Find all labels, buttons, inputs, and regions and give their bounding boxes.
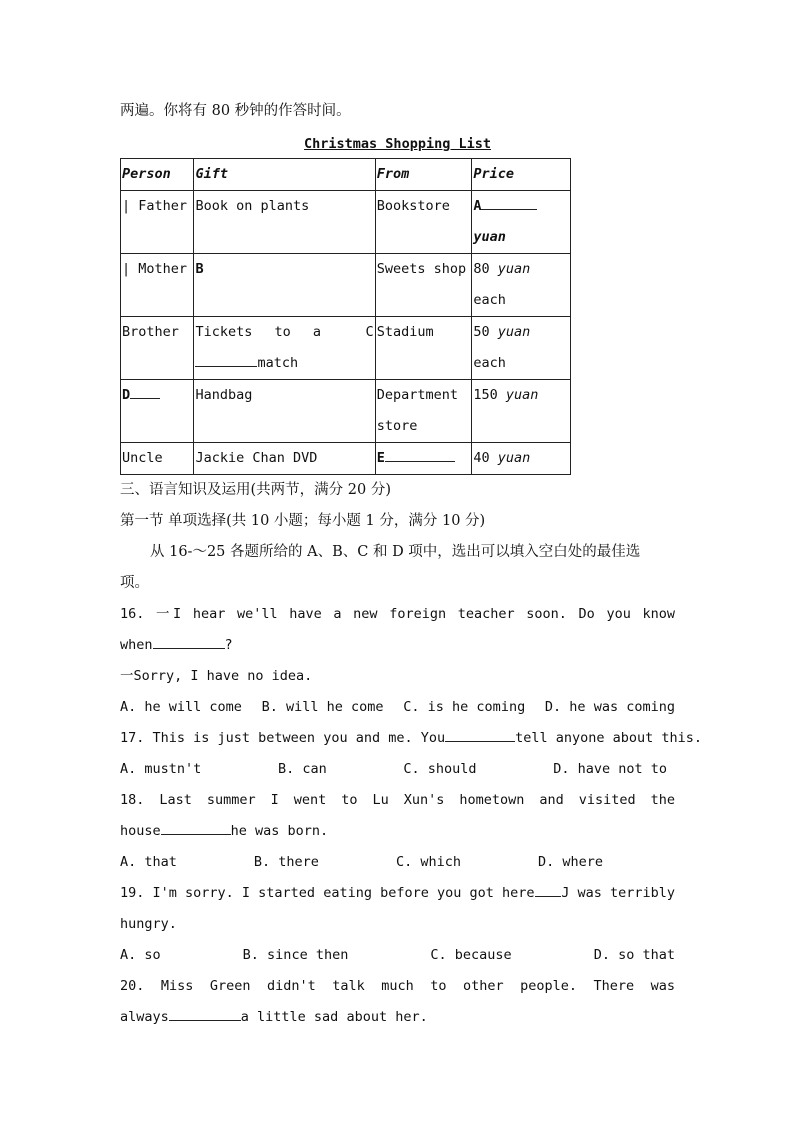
cell-price	[472, 254, 571, 317]
option-c[interactable]: C. because	[430, 947, 512, 963]
question-16-reply: 一Sorry, I have no idea.	[120, 668, 313, 684]
answer-blank-20[interactable]	[169, 1006, 241, 1021]
subsection-heading: 第一节 单项选择(共 10 小题；每小题 1 分，满分 10 分)	[120, 513, 486, 529]
question-16-options	[120, 692, 675, 723]
cell-person: | Mother	[121, 254, 194, 317]
cell-gift: Jackie Chan DVD	[194, 443, 375, 475]
option-b[interactable]: B. there	[253, 854, 319, 870]
instruction-line: 从 16-～25 各题所给的 A、B、C 和 D 项中，选出可以填入空白处的最佳选	[150, 544, 641, 560]
question-20-stem-2	[120, 1002, 675, 1033]
table-row	[121, 191, 571, 254]
header-price: Price	[472, 159, 571, 191]
cell-gift	[194, 254, 375, 317]
option-a[interactable]: A. he will come	[120, 699, 242, 715]
price-number: 80	[473, 261, 490, 277]
price-tail: each	[473, 292, 506, 308]
header-person: Person	[121, 159, 194, 191]
stem-text: 17. This is just between you and me. You	[120, 730, 446, 746]
stem-text: when	[120, 637, 153, 653]
stem-text: J was terribly	[561, 885, 675, 901]
cell-price	[472, 317, 571, 380]
option-c[interactable]: C. should	[403, 761, 477, 777]
cell-person: Uncle	[121, 443, 194, 475]
stem-text: tell anyone about this.	[515, 730, 703, 746]
stem-text: 19. I'm sorry. I started eating before you got here	[120, 885, 535, 901]
gift-text: Tickets to a	[195, 324, 322, 340]
price-tail: each	[473, 355, 506, 371]
question-17-stem	[120, 723, 703, 754]
answer-blank-c[interactable]	[195, 352, 257, 367]
blank-label-b: B	[195, 261, 204, 277]
question-19-stem-2: hungry.	[120, 916, 177, 932]
price-unit: yuan	[497, 261, 531, 277]
price-number: 150	[473, 387, 498, 403]
price-unit: yuan	[505, 387, 539, 403]
answer-blank-19[interactable]	[535, 878, 562, 897]
answer-blank-e[interactable]	[385, 447, 455, 462]
question-18-stem-2	[120, 816, 675, 847]
cell-gift	[194, 317, 375, 380]
option-b[interactable]: B. can	[277, 761, 327, 777]
stem-text: house	[120, 823, 161, 839]
gift-tail: match	[257, 355, 299, 371]
answer-blank-a[interactable]	[481, 195, 537, 210]
answer-blank-18[interactable]	[161, 820, 231, 835]
option-d[interactable]: D. he was coming	[544, 699, 675, 715]
option-b[interactable]: B. will he come	[261, 699, 384, 715]
price-unit: yuan	[497, 450, 531, 466]
option-c[interactable]: C. is he coming	[403, 699, 526, 715]
table-row	[121, 317, 571, 380]
question-17-options	[120, 754, 675, 785]
cell-from: Stadium	[375, 317, 472, 380]
option-c[interactable]: C. which	[395, 854, 461, 870]
cell-person: Brother	[121, 317, 194, 380]
option-d[interactable]: D. have not to	[553, 761, 667, 777]
section-heading: 三、语言知识及运用(共两节，满分 20 分)	[120, 482, 391, 498]
cell-from	[375, 380, 472, 443]
header-from: From	[375, 159, 472, 191]
stem-text: a little sad about her.	[240, 1009, 428, 1025]
question-19-options	[120, 940, 675, 971]
cell-price	[472, 443, 571, 475]
answer-blank-d[interactable]	[130, 384, 160, 399]
cell-price	[472, 191, 571, 254]
table-row	[121, 380, 571, 443]
price-unit: yuan	[473, 229, 506, 245]
option-b[interactable]: B. since then	[242, 947, 349, 963]
question-16-stem-2	[120, 630, 675, 661]
exam-page	[120, 96, 703, 1033]
answer-blank-17[interactable]	[445, 727, 515, 742]
cell-from: Bookstore	[375, 191, 472, 254]
blank-label-d: D	[122, 387, 131, 403]
instruction-line-2: 项。	[120, 575, 149, 591]
table-header-row	[121, 159, 571, 191]
cell-price	[472, 380, 571, 443]
question-18-stem: 18. Last summer I went to Lu Xun's hometown and visited the	[120, 792, 675, 808]
from-text-2: store	[376, 418, 418, 434]
cell-person: | Father	[121, 191, 194, 254]
stem-text: he was born.	[230, 823, 329, 839]
blank-label-a: A	[473, 198, 482, 214]
intro-line: 两遍。你将有 80 秒钟的作答时间。	[120, 103, 351, 119]
cell-gift: Handbag	[194, 380, 375, 443]
option-d[interactable]: D. where	[537, 854, 603, 870]
cell-person	[121, 380, 194, 443]
table-title: Christmas Shopping List	[304, 136, 491, 152]
option-a[interactable]: A. so	[120, 947, 161, 963]
from-text: Department	[376, 387, 458, 403]
header-gift: Gift	[194, 159, 375, 191]
option-a[interactable]: A. that	[120, 854, 177, 870]
question-18-options	[120, 847, 675, 878]
price-unit: yuan	[497, 324, 531, 340]
cell-from	[375, 443, 472, 475]
stem-text: ?	[224, 637, 233, 653]
price-number: 40	[473, 450, 490, 466]
blank-label-e: E	[376, 450, 385, 466]
question-16-stem: 16. 一I hear we'll have a new foreign teacher soon. Do you know	[120, 606, 675, 622]
shopping-list-table	[120, 158, 571, 475]
blank-label-c: C	[365, 324, 374, 340]
question-19-stem	[120, 878, 675, 909]
question-20-stem: 20. Miss Green didn't talk much to other people. There was	[120, 978, 675, 994]
answer-blank-16[interactable]	[153, 634, 225, 649]
price-number: 50	[473, 324, 490, 340]
option-a[interactable]: A. mustn't	[120, 761, 202, 777]
table-row	[121, 254, 571, 317]
cell-from: Sweets shop	[375, 254, 472, 317]
table-row	[121, 443, 571, 475]
stem-text: always	[120, 1009, 169, 1025]
option-d[interactable]: D. so that	[593, 947, 675, 963]
cell-gift: Book on plants	[194, 191, 375, 254]
